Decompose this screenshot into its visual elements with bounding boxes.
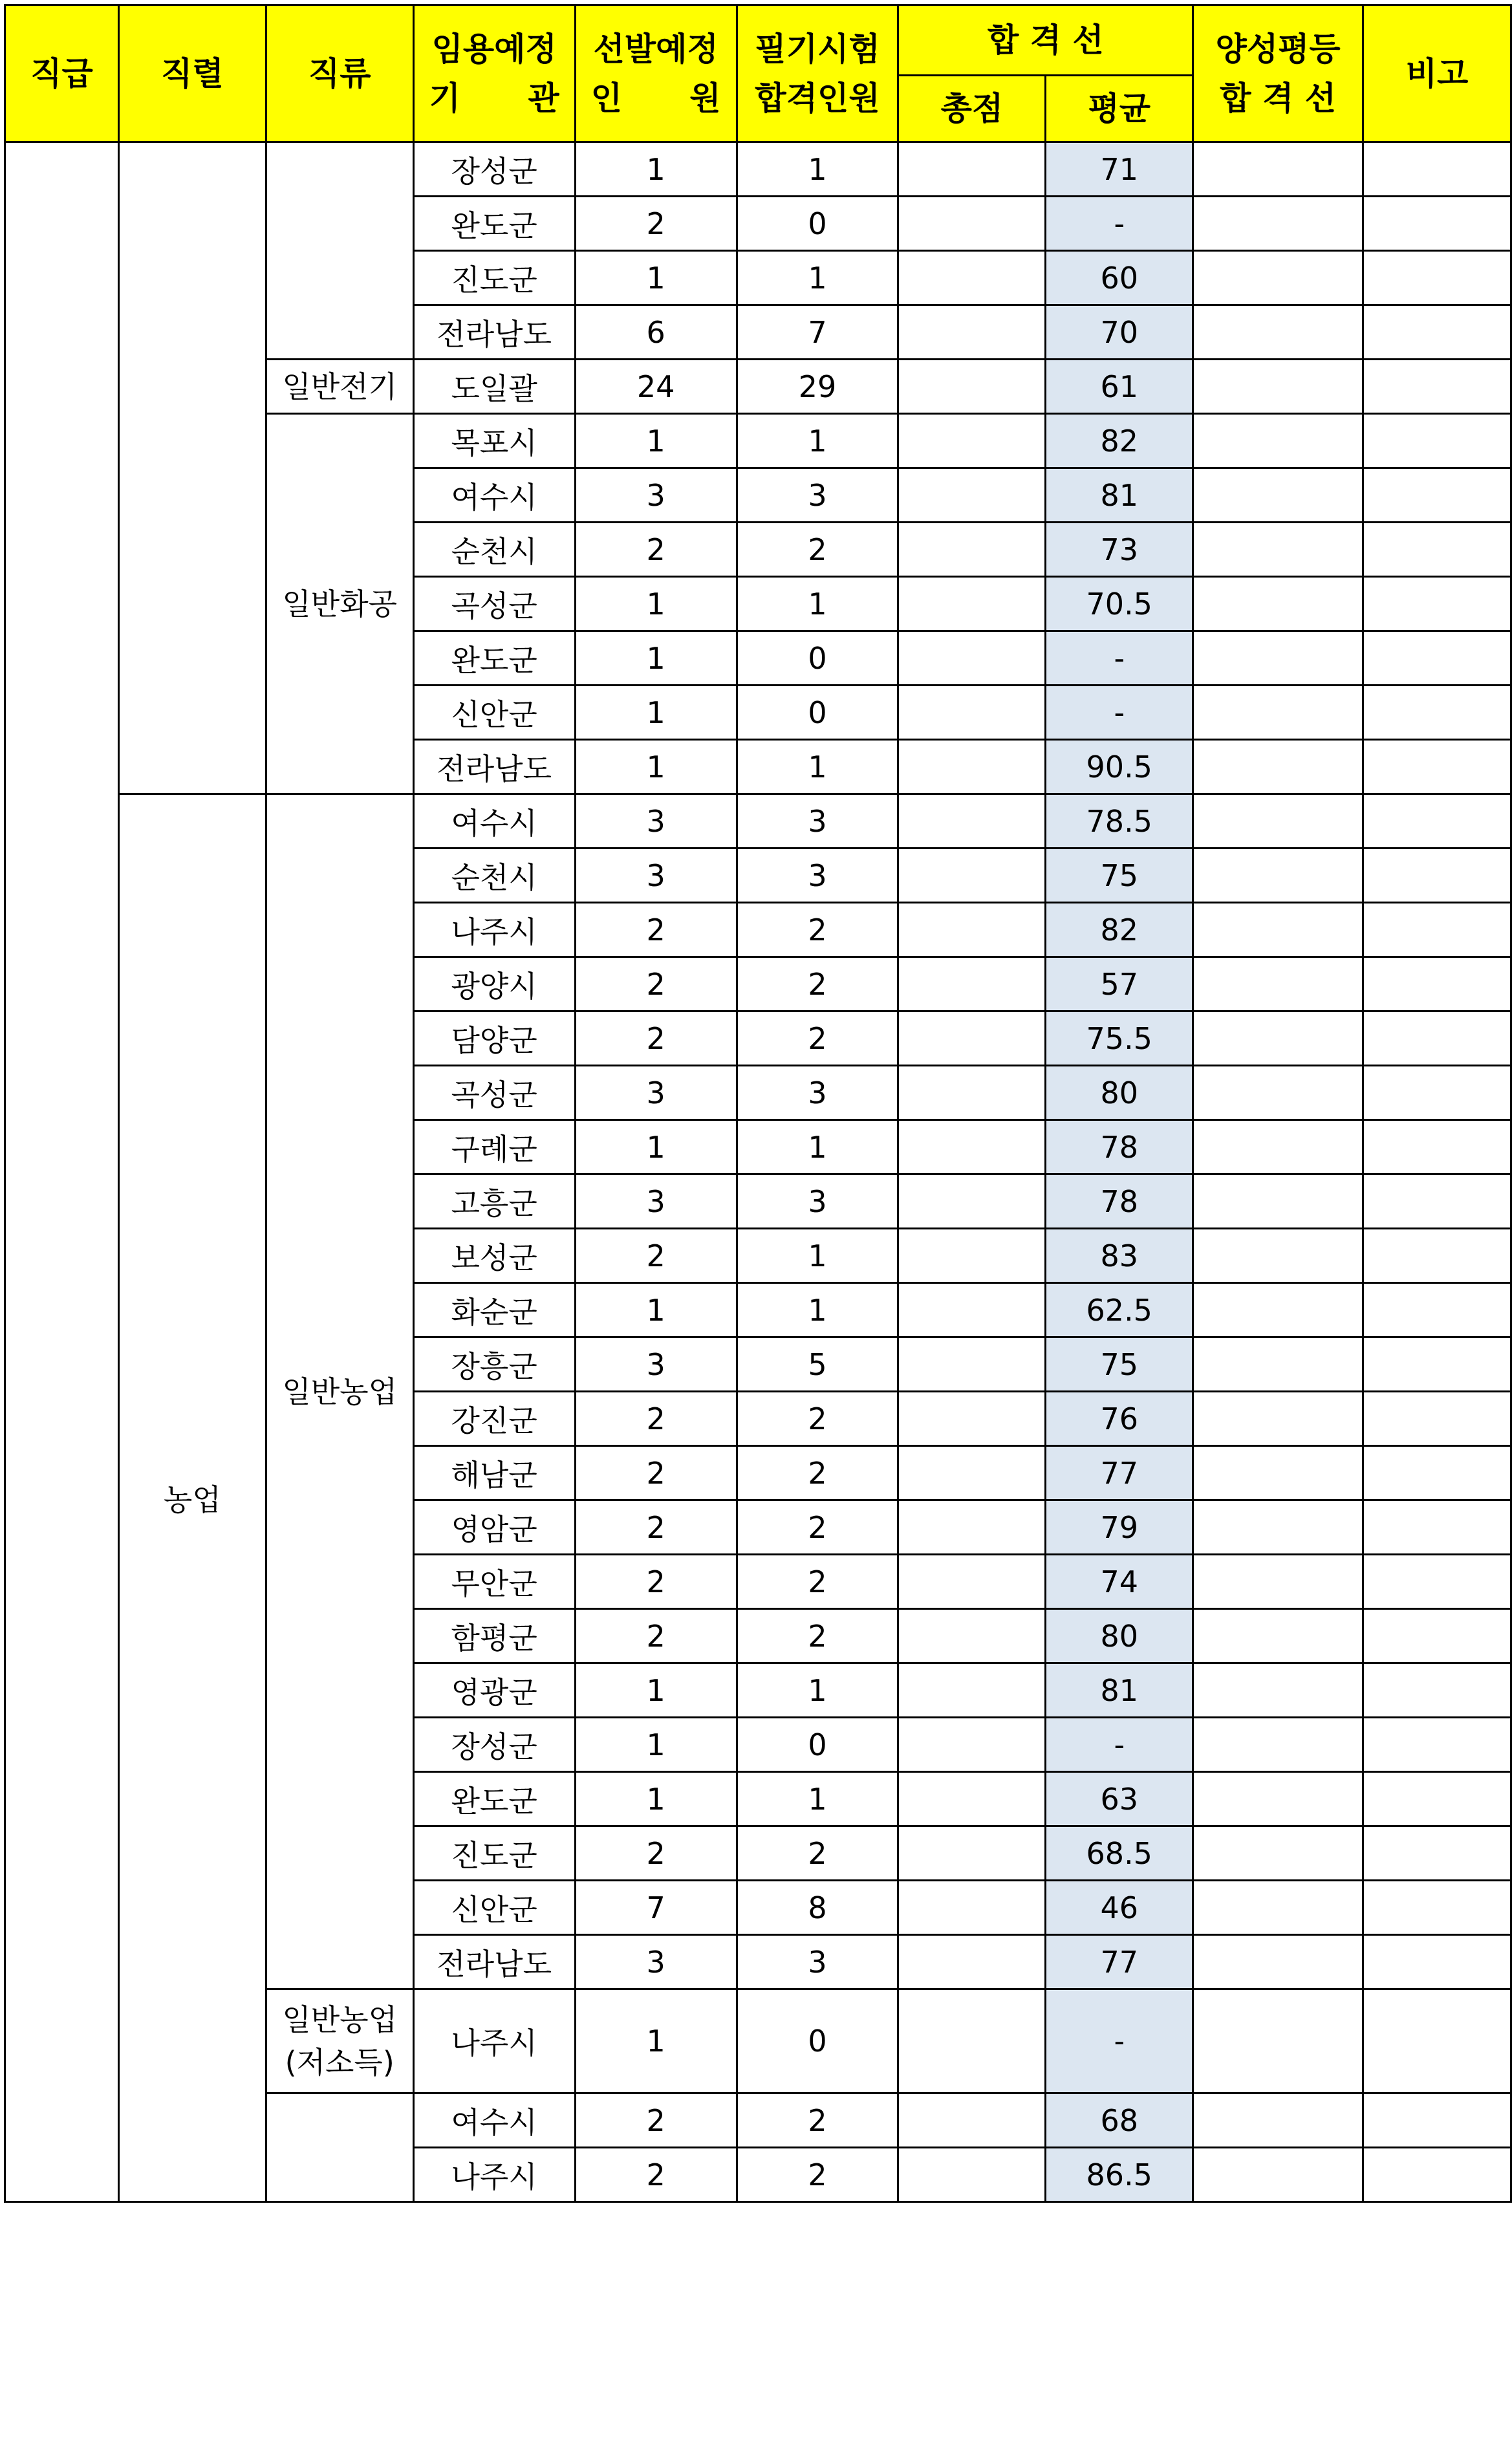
agency-cell: 진도군: [413, 251, 575, 305]
selection-count-cell: 1: [575, 740, 737, 794]
total-score-cell: [898, 142, 1046, 197]
total-score-cell: [898, 903, 1046, 957]
gender-equality-cutoff-cell: [1193, 1011, 1363, 1066]
gender-equality-cutoff-cell: [1193, 251, 1363, 305]
header-grade: 직급: [5, 5, 119, 142]
total-score-cell: [898, 1066, 1046, 1120]
gender-equality-cutoff-cell: [1193, 1609, 1363, 1663]
written-pass-count-cell: 3: [737, 468, 898, 523]
remarks-cell: [1363, 1609, 1511, 1663]
average-score-cell: 75: [1046, 1337, 1193, 1392]
written-pass-count-cell: 1: [737, 1283, 898, 1337]
total-score-cell: [898, 1120, 1046, 1174]
agency-cell: 함평군: [413, 1609, 575, 1663]
total-score-cell: [898, 1283, 1046, 1337]
agency-cell: 진도군: [413, 1826, 575, 1881]
agency-cell: 신안군: [413, 686, 575, 740]
selection-count-cell: 1: [575, 1663, 737, 1718]
gender-equality-cutoff-cell: [1193, 1120, 1363, 1174]
agency-cell: 여수시: [413, 468, 575, 523]
total-score-cell: [898, 1500, 1046, 1555]
remarks-cell: [1363, 1772, 1511, 1826]
agency-cell: 곡성군: [413, 1066, 575, 1120]
selection-count-cell: 2: [575, 1826, 737, 1881]
remarks-cell: [1363, 1066, 1511, 1120]
selection-count-cell: 2: [575, 1555, 737, 1609]
remarks-cell: [1363, 2093, 1511, 2148]
header-selection-count: 선발예정 인 원: [575, 5, 737, 142]
remarks-cell: [1363, 957, 1511, 1011]
selection-count-cell: 2: [575, 1446, 737, 1500]
gender-equality-cutoff-cell: [1193, 631, 1363, 686]
gender-equality-cutoff-cell: [1193, 1881, 1363, 1935]
remarks-cell: [1363, 1446, 1511, 1500]
header-remarks: 비고: [1363, 5, 1511, 142]
gender-equality-cutoff-cell: [1193, 1772, 1363, 1826]
page-bottom-margin: [0, 2271, 1512, 2444]
written-pass-count-cell: 2: [737, 1446, 898, 1500]
selection-count-cell: 1: [575, 142, 737, 197]
total-score-cell: [898, 523, 1046, 577]
average-score-cell: 83: [1046, 1229, 1193, 1283]
written-pass-count-cell: 1: [737, 1120, 898, 1174]
total-score-cell: [898, 1337, 1046, 1392]
total-score-cell: [898, 1011, 1046, 1066]
total-score-cell: [898, 1826, 1046, 1881]
selection-count-cell: 1: [575, 1120, 737, 1174]
average-score-cell: -: [1046, 197, 1193, 251]
average-score-cell: 76: [1046, 1392, 1193, 1446]
selection-count-cell: 2: [575, 903, 737, 957]
average-score-cell: 60: [1046, 251, 1193, 305]
average-score-cell: 68: [1046, 2093, 1193, 2148]
written-pass-count-cell: 2: [737, 2093, 898, 2148]
average-score-cell: 82: [1046, 414, 1193, 468]
total-score-cell: [898, 957, 1046, 1011]
gender-equality-cutoff-cell: [1193, 849, 1363, 903]
remarks-cell: [1363, 1337, 1511, 1392]
average-score-cell: 77: [1046, 1935, 1193, 1989]
agency-cell: 영암군: [413, 1500, 575, 1555]
written-pass-count-cell: 1: [737, 414, 898, 468]
remarks-cell: [1363, 794, 1511, 849]
selection-count-cell: 3: [575, 849, 737, 903]
average-score-cell: 78.5: [1046, 794, 1193, 849]
table-row: [5, 794, 1511, 849]
average-score-cell: 79: [1046, 1500, 1193, 1555]
agency-cell: 전라남도: [413, 740, 575, 794]
written-pass-count-cell: 3: [737, 1935, 898, 1989]
total-score-cell: [898, 360, 1046, 414]
header-class: 직류: [266, 5, 413, 142]
header-written-pass-count: 필기시험 합격인원: [737, 5, 898, 142]
average-score-cell: 80: [1046, 1066, 1193, 1120]
remarks-cell: [1363, 2148, 1511, 2202]
written-pass-count-cell: 2: [737, 1609, 898, 1663]
selection-count-cell: 7: [575, 1881, 737, 1935]
selection-count-cell: 3: [575, 1066, 737, 1120]
total-score-cell: [898, 577, 1046, 631]
average-score-cell: 70: [1046, 305, 1193, 360]
average-score-cell: 71: [1046, 142, 1193, 197]
grade-cell: [5, 142, 119, 2202]
selection-count-cell: 1: [575, 686, 737, 740]
gender-equality-cutoff-cell: [1193, 305, 1363, 360]
agency-cell: 해남군: [413, 1446, 575, 1500]
written-pass-count-cell: 0: [737, 631, 898, 686]
remarks-cell: [1363, 1881, 1511, 1935]
gender-equality-cutoff-cell: [1193, 957, 1363, 1011]
written-pass-count-cell: 2: [737, 2148, 898, 2202]
gender-equality-cutoff-cell: [1193, 142, 1363, 197]
gender-equality-cutoff-cell: [1193, 1989, 1363, 2093]
total-score-cell: [898, 305, 1046, 360]
remarks-cell: [1363, 1283, 1511, 1337]
total-score-cell: [898, 1989, 1046, 2093]
written-pass-count-cell: 1: [737, 142, 898, 197]
agency-cell: 전라남도: [413, 305, 575, 360]
average-score-cell: 81: [1046, 468, 1193, 523]
average-score-cell: 78: [1046, 1174, 1193, 1229]
selection-count-cell: 3: [575, 1337, 737, 1392]
total-score-cell: [898, 740, 1046, 794]
selection-count-cell: 1: [575, 577, 737, 631]
gender-equality-cutoff-cell: [1193, 1229, 1363, 1283]
average-score-cell: 57: [1046, 957, 1193, 1011]
remarks-cell: [1363, 1718, 1511, 1772]
average-score-cell: -: [1046, 686, 1193, 740]
remarks-cell: [1363, 1011, 1511, 1066]
written-pass-count-cell: 0: [737, 1989, 898, 2093]
total-score-cell: [898, 1229, 1046, 1283]
agency-cell: 담양군: [413, 1011, 575, 1066]
gender-equality-cutoff-cell: [1193, 1066, 1363, 1120]
average-score-cell: -: [1046, 1989, 1193, 2093]
agency-cell: 도일괄: [413, 360, 575, 414]
gender-equality-cutoff-cell: [1193, 740, 1363, 794]
remarks-cell: [1363, 686, 1511, 740]
written-pass-count-cell: 1: [737, 1772, 898, 1826]
class-cell: 일반화공: [266, 414, 413, 794]
remarks-cell: [1363, 1663, 1511, 1718]
header-average-score: 평균: [1046, 76, 1193, 142]
written-pass-count-cell: 2: [737, 1500, 898, 1555]
selection-count-cell: 3: [575, 794, 737, 849]
total-score-cell: [898, 686, 1046, 740]
average-score-cell: 62.5: [1046, 1283, 1193, 1337]
total-score-cell: [898, 1392, 1046, 1446]
written-pass-count-cell: 5: [737, 1337, 898, 1392]
average-score-cell: 78: [1046, 1120, 1193, 1174]
average-score-cell: 77: [1046, 1446, 1193, 1500]
gender-equality-cutoff-cell: [1193, 360, 1363, 414]
agency-cell: 여수시: [413, 2093, 575, 2148]
written-pass-count-cell: 0: [737, 686, 898, 740]
selection-count-cell: 2: [575, 197, 737, 251]
written-pass-count-cell: 7: [737, 305, 898, 360]
selection-count-cell: 1: [575, 631, 737, 686]
remarks-cell: [1363, 849, 1511, 903]
selection-count-cell: 3: [575, 1174, 737, 1229]
gender-equality-cutoff-cell: [1193, 1935, 1363, 1989]
gender-equality-cutoff-cell: [1193, 1446, 1363, 1500]
written-pass-count-cell: 2: [737, 903, 898, 957]
header-gender-equality-cutoff: 양성평등 합 격 선: [1193, 5, 1363, 142]
agency-cell: 여수시: [413, 794, 575, 849]
table-row: [5, 142, 1511, 197]
remarks-cell: [1363, 523, 1511, 577]
average-score-cell: 61: [1046, 360, 1193, 414]
written-pass-count-cell: 2: [737, 523, 898, 577]
average-score-cell: 70.5: [1046, 577, 1193, 631]
gender-equality-cutoff-cell: [1193, 414, 1363, 468]
written-pass-count-cell: 3: [737, 1174, 898, 1229]
total-score-cell: [898, 1935, 1046, 1989]
header-agency: 임용예정 기 관: [413, 5, 575, 142]
remarks-cell: [1363, 251, 1511, 305]
gender-equality-cutoff-cell: [1193, 523, 1363, 577]
agency-cell: 장성군: [413, 1718, 575, 1772]
gender-equality-cutoff-cell: [1193, 197, 1363, 251]
selection-count-cell: 2: [575, 1500, 737, 1555]
selection-count-cell: 1: [575, 414, 737, 468]
remarks-cell: [1363, 1935, 1511, 1989]
gender-equality-cutoff-cell: [1193, 577, 1363, 631]
average-score-cell: 68.5: [1046, 1826, 1193, 1881]
gender-equality-cutoff-cell: [1193, 1826, 1363, 1881]
written-pass-count-cell: 2: [737, 1826, 898, 1881]
header-cutoff: 합 격 선: [898, 5, 1193, 76]
remarks-cell: [1363, 1555, 1511, 1609]
gender-equality-cutoff-cell: [1193, 1283, 1363, 1337]
exam-results-table: [4, 4, 1512, 2203]
remarks-cell: [1363, 740, 1511, 794]
total-score-cell: [898, 1555, 1046, 1609]
total-score-cell: [898, 1772, 1046, 1826]
gender-equality-cutoff-cell: [1193, 1663, 1363, 1718]
agency-cell: 장흥군: [413, 1337, 575, 1392]
selection-count-cell: 1: [575, 1772, 737, 1826]
header-total-score: 총점: [898, 76, 1046, 142]
agency-cell: 영광군: [413, 1663, 575, 1718]
total-score-cell: [898, 794, 1046, 849]
agency-cell: 완도군: [413, 1772, 575, 1826]
class-cell: [266, 2093, 413, 2202]
remarks-cell: [1363, 1229, 1511, 1283]
agency-cell: 완도군: [413, 197, 575, 251]
agency-cell: 구례군: [413, 1120, 575, 1174]
agency-cell: 보성군: [413, 1229, 575, 1283]
written-pass-count-cell: 3: [737, 1066, 898, 1120]
total-score-cell: [898, 849, 1046, 903]
remarks-cell: [1363, 577, 1511, 631]
average-score-cell: 75: [1046, 849, 1193, 903]
selection-count-cell: 2: [575, 957, 737, 1011]
total-score-cell: [898, 1663, 1046, 1718]
average-score-cell: 90.5: [1046, 740, 1193, 794]
agency-cell: 무안군: [413, 1555, 575, 1609]
selection-count-cell: 1: [575, 1989, 737, 2093]
remarks-cell: [1363, 1500, 1511, 1555]
agency-cell: 순천시: [413, 849, 575, 903]
agency-cell: 고흥군: [413, 1174, 575, 1229]
remarks-cell: [1363, 305, 1511, 360]
gender-equality-cutoff-cell: [1193, 1555, 1363, 1609]
gender-equality-cutoff-cell: [1193, 468, 1363, 523]
agency-cell: 완도군: [413, 631, 575, 686]
gender-equality-cutoff-cell: [1193, 1392, 1363, 1446]
written-pass-count-cell: 1: [737, 1663, 898, 1718]
class-cell-upper: [266, 142, 413, 360]
selection-count-cell: 2: [575, 1609, 737, 1663]
agency-cell: 나주시: [413, 1989, 575, 2093]
remarks-cell: [1363, 903, 1511, 957]
total-score-cell: [898, 2148, 1046, 2202]
total-score-cell: [898, 251, 1046, 305]
written-pass-count-cell: 1: [737, 577, 898, 631]
average-score-cell: -: [1046, 1718, 1193, 1772]
selection-count-cell: 2: [575, 2093, 737, 2148]
total-score-cell: [898, 1881, 1046, 1935]
gender-equality-cutoff-cell: [1193, 903, 1363, 957]
written-pass-count-cell: 1: [737, 251, 898, 305]
average-score-cell: 73: [1046, 523, 1193, 577]
gender-equality-cutoff-cell: [1193, 1174, 1363, 1229]
written-pass-count-cell: 2: [737, 1011, 898, 1066]
series-cell-upper: [118, 142, 266, 794]
agency-cell: 전라남도: [413, 1935, 575, 1989]
selection-count-cell: 3: [575, 468, 737, 523]
total-score-cell: [898, 468, 1046, 523]
average-score-cell: 75.5: [1046, 1011, 1193, 1066]
agency-cell: 광양시: [413, 957, 575, 1011]
agency-cell: 신안군: [413, 1881, 575, 1935]
agency-cell: 순천시: [413, 523, 575, 577]
written-pass-count-cell: 1: [737, 1229, 898, 1283]
total-score-cell: [898, 1718, 1046, 1772]
agency-cell: 강진군: [413, 1392, 575, 1446]
written-pass-count-cell: 0: [737, 1718, 898, 1772]
selection-count-cell: 1: [575, 1283, 737, 1337]
average-score-cell: 82: [1046, 903, 1193, 957]
total-score-cell: [898, 1446, 1046, 1500]
remarks-cell: [1363, 197, 1511, 251]
selection-count-cell: 1: [575, 1718, 737, 1772]
class-cell: 일반전기: [266, 360, 413, 414]
selection-count-cell: 24: [575, 360, 737, 414]
average-score-cell: 86.5: [1046, 2148, 1193, 2202]
gender-equality-cutoff-cell: [1193, 686, 1363, 740]
total-score-cell: [898, 414, 1046, 468]
written-pass-count-cell: 2: [737, 957, 898, 1011]
remarks-cell: [1363, 468, 1511, 523]
class-cell: 일반농업 (저소득): [266, 1989, 413, 2093]
selection-count-cell: 1: [575, 251, 737, 305]
agency-cell: 나주시: [413, 2148, 575, 2202]
selection-count-cell: 2: [575, 1392, 737, 1446]
remarks-cell: [1363, 1392, 1511, 1446]
total-score-cell: [898, 1174, 1046, 1229]
agency-cell: 목포시: [413, 414, 575, 468]
selection-count-cell: 3: [575, 1935, 737, 1989]
written-pass-count-cell: 29: [737, 360, 898, 414]
average-score-cell: 81: [1046, 1663, 1193, 1718]
series-cell-agriculture: 농업: [118, 794, 266, 2202]
results-sheet: [4, 4, 1512, 2203]
agency-cell: 곡성군: [413, 577, 575, 631]
selection-count-cell: 2: [575, 523, 737, 577]
written-pass-count-cell: 1: [737, 740, 898, 794]
written-pass-count-cell: 8: [737, 1881, 898, 1935]
agency-cell: 화순군: [413, 1283, 575, 1337]
average-score-cell: 63: [1046, 1772, 1193, 1826]
class-cell: 일반농업: [266, 794, 413, 1989]
written-pass-count-cell: 2: [737, 1392, 898, 1446]
average-score-cell: -: [1046, 631, 1193, 686]
average-score-cell: 74: [1046, 1555, 1193, 1609]
written-pass-count-cell: 0: [737, 197, 898, 251]
remarks-cell: [1363, 1989, 1511, 2093]
total-score-cell: [898, 197, 1046, 251]
total-score-cell: [898, 2093, 1046, 2148]
total-score-cell: [898, 1609, 1046, 1663]
gender-equality-cutoff-cell: [1193, 794, 1363, 849]
remarks-cell: [1363, 360, 1511, 414]
remarks-cell: [1363, 1174, 1511, 1229]
average-score-cell: 80: [1046, 1609, 1193, 1663]
remarks-cell: [1363, 1826, 1511, 1881]
gender-equality-cutoff-cell: [1193, 1500, 1363, 1555]
gender-equality-cutoff-cell: [1193, 2093, 1363, 2148]
gender-equality-cutoff-cell: [1193, 2148, 1363, 2202]
remarks-cell: [1363, 142, 1511, 197]
selection-count-cell: 6: [575, 305, 737, 360]
header-series: 직렬: [118, 5, 266, 142]
written-pass-count-cell: 3: [737, 794, 898, 849]
selection-count-cell: 2: [575, 1229, 737, 1283]
total-score-cell: [898, 631, 1046, 686]
average-score-cell: 46: [1046, 1881, 1193, 1935]
written-pass-count-cell: 3: [737, 849, 898, 903]
written-pass-count-cell: 2: [737, 1555, 898, 1609]
remarks-cell: [1363, 1120, 1511, 1174]
gender-equality-cutoff-cell: [1193, 1718, 1363, 1772]
agency-cell: 장성군: [413, 142, 575, 197]
remarks-cell: [1363, 631, 1511, 686]
selection-count-cell: 2: [575, 1011, 737, 1066]
gender-equality-cutoff-cell: [1193, 1337, 1363, 1392]
agency-cell: 나주시: [413, 903, 575, 957]
selection-count-cell: 2: [575, 2148, 737, 2202]
remarks-cell: [1363, 414, 1511, 468]
